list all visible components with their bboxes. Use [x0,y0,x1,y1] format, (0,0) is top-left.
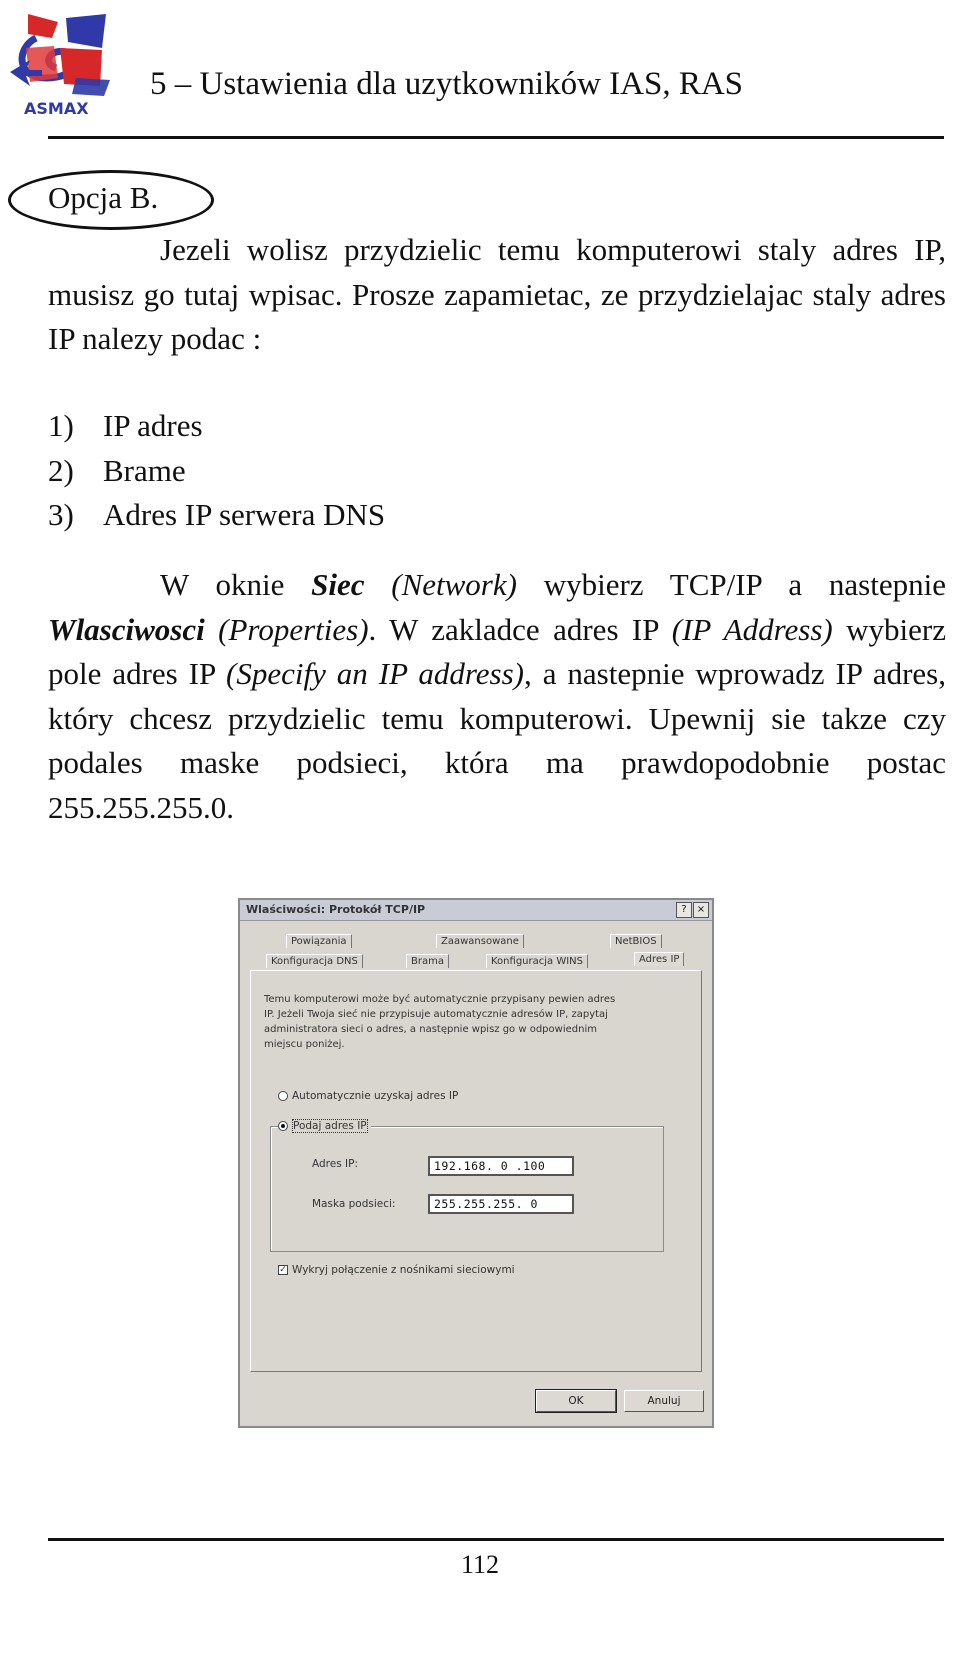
tab-bindings[interactable]: Powiązania [286,934,352,948]
close-button[interactable]: × [693,902,709,918]
ok-button[interactable]: OK [536,1390,616,1412]
subnet-mask-field[interactable]: 255.255.255. 0 [428,1194,574,1214]
checkbox-checked-icon: ✓ [279,1265,287,1275]
tab-ip-address[interactable]: Adres IP [634,952,684,966]
specify-ip-groupbox [270,1126,664,1252]
list-item: 3) Adres IP serwera DNS [48,497,386,532]
cancel-button[interactable]: Anuluj [624,1390,704,1412]
asmax-logo [6,8,118,120]
ip-address-label: Adres IP: [312,1158,358,1170]
section-label: Opcja B. [48,180,159,215]
required-items-list [48,404,385,538]
tab-wins-config[interactable]: Konfiguracja WINS [486,954,588,968]
subnet-mask-label: Maska podsieci: [312,1198,396,1210]
list-item: 2) Brame [48,452,186,488]
radio-obtain-ip-automatically[interactable]: Automatycznie uzyskaj adres IP [278,1090,458,1102]
intro-paragraph: Jezeli wolisz przydzielic temu komputerowi staly adres IP, musisz go tutaj wpisac. Prosze zapamietac, ze przydzielajac staly adres IP nalezy podac : [48,232,946,356]
tab-advanced[interactable]: Zaawansowane [436,934,524,948]
radio-off-icon [278,1091,288,1101]
chapter-title: 5 – Ustawienia dla uzytkowników IAS, RAS [150,66,744,102]
tab-netbios[interactable]: NetBIOS [610,934,662,948]
detect-media-checkbox[interactable]: ✓ Wykryj połączenie z nośnikami sieciowymi [279,1264,515,1276]
footer-rule [48,1538,944,1541]
radio-specify-ip[interactable]: Podaj adres IP [278,1119,371,1133]
help-button[interactable]: ? [676,902,692,918]
tcpip-properties-dialog [238,898,714,1428]
ip-address-field[interactable]: 192.168. 0 .100 [428,1156,574,1176]
tab-dns-config[interactable]: Konfiguracja DNS [266,954,363,968]
radio-on-icon [278,1121,288,1131]
svg-text:ASMAX: ASMAX [24,99,89,118]
page-number: 112 [460,1550,500,1579]
dialog-title: Wlaściwości: Protokół TCP/IP [246,903,426,916]
list-item: 1) IP adres [48,408,203,443]
dialog-title-bar [240,900,712,921]
tab-gateway[interactable]: Brama [406,954,449,968]
dialog-description: Temu komputerowi może być automatycznie przypisany pewien adres IP. Jeżeli Twoja sieć nie przypisuje automatycznie adresów IP, zapytaj administratora sieci o adres, a następnie wpisz go w odpowiednim miejscu poniżej. [264,994,616,1050]
header-rule [48,136,944,139]
instructions-paragraph: W oknie Siec (Network) wybierz TCP/IP a nastepnie Wlasciwosci (Properties). W zakladce adres IP (IP Address) wybierz pole adres IP (Specify an IP address), a nastepnie wprowadz IP adres, który chcesz przydzielic temu komputerowi. Upewnij sie takze czy podales maske podsieci, która ma prawdopodobnie postac 255.255.255.0. [48,567,946,825]
